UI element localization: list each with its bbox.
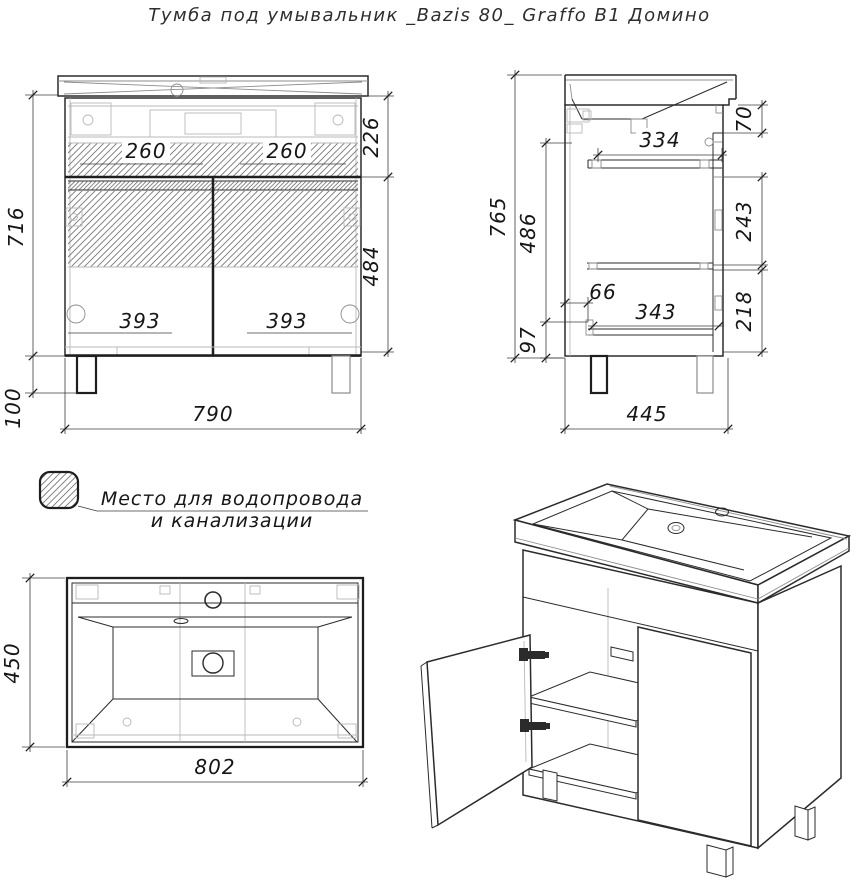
legend-text-line2: и канализации [150,510,314,532]
dim-lower-section: 218 [732,290,756,332]
iso-view [421,484,849,877]
dim-door-left: 393 [119,309,161,333]
dim-top-section: 226 [359,116,383,158]
dim-back-gap: 66 [589,280,617,304]
side-view [486,70,768,434]
hatch-legend-icon [40,472,78,508]
dim-width: 790 [192,402,234,426]
dim-front-rail: 70 [732,105,756,133]
top-view [0,573,368,787]
dim-door-right: 393 [266,309,308,333]
overflow-hole [174,619,188,624]
hatch-zone-upper [68,143,358,176]
front-leg-right [332,356,350,393]
dim-top-width: 802 [194,755,236,779]
dim-cutout-right: 260 [266,139,308,163]
side-leg-back [697,356,713,393]
front-view [1,76,394,434]
dim-top-depth: 450 [0,642,24,684]
dim-cutout-left: 260 [125,139,167,163]
dim-mid-section: 243 [732,200,756,242]
dim-leg-height: 100 [1,387,25,429]
dim-height: 716 [4,206,28,248]
legend-text-line1: Место для водопровода [100,488,364,510]
legend [40,472,368,532]
front-sink-top [58,76,368,96]
dim-inner-height: 486 [516,212,540,254]
drain-hole-top [203,653,223,673]
dim-drawer-depth: 334 [639,128,681,152]
iso-cabinet-side [758,566,841,848]
basin-bottom [113,627,318,699]
dim-depth: 445 [626,402,668,426]
dim-total-height: 765 [486,196,510,238]
iso-leg-back [795,806,815,840]
dim-door-section: 484 [359,245,383,287]
side-leg-front [591,356,607,393]
iso-leg-front [707,845,733,877]
iso-door-open [427,635,532,825]
dim-plinth: 97 [516,326,540,354]
drawing-title: Тумба под умывальник _Bazis 80_ Graffo B1 Домино [148,5,711,26]
iso-leg-inner [543,770,557,801]
iso-door-right [638,627,751,846]
faucet-hole-top [205,592,221,608]
front-leg-left [77,356,96,393]
dim-shelf-depth: 343 [635,300,677,324]
